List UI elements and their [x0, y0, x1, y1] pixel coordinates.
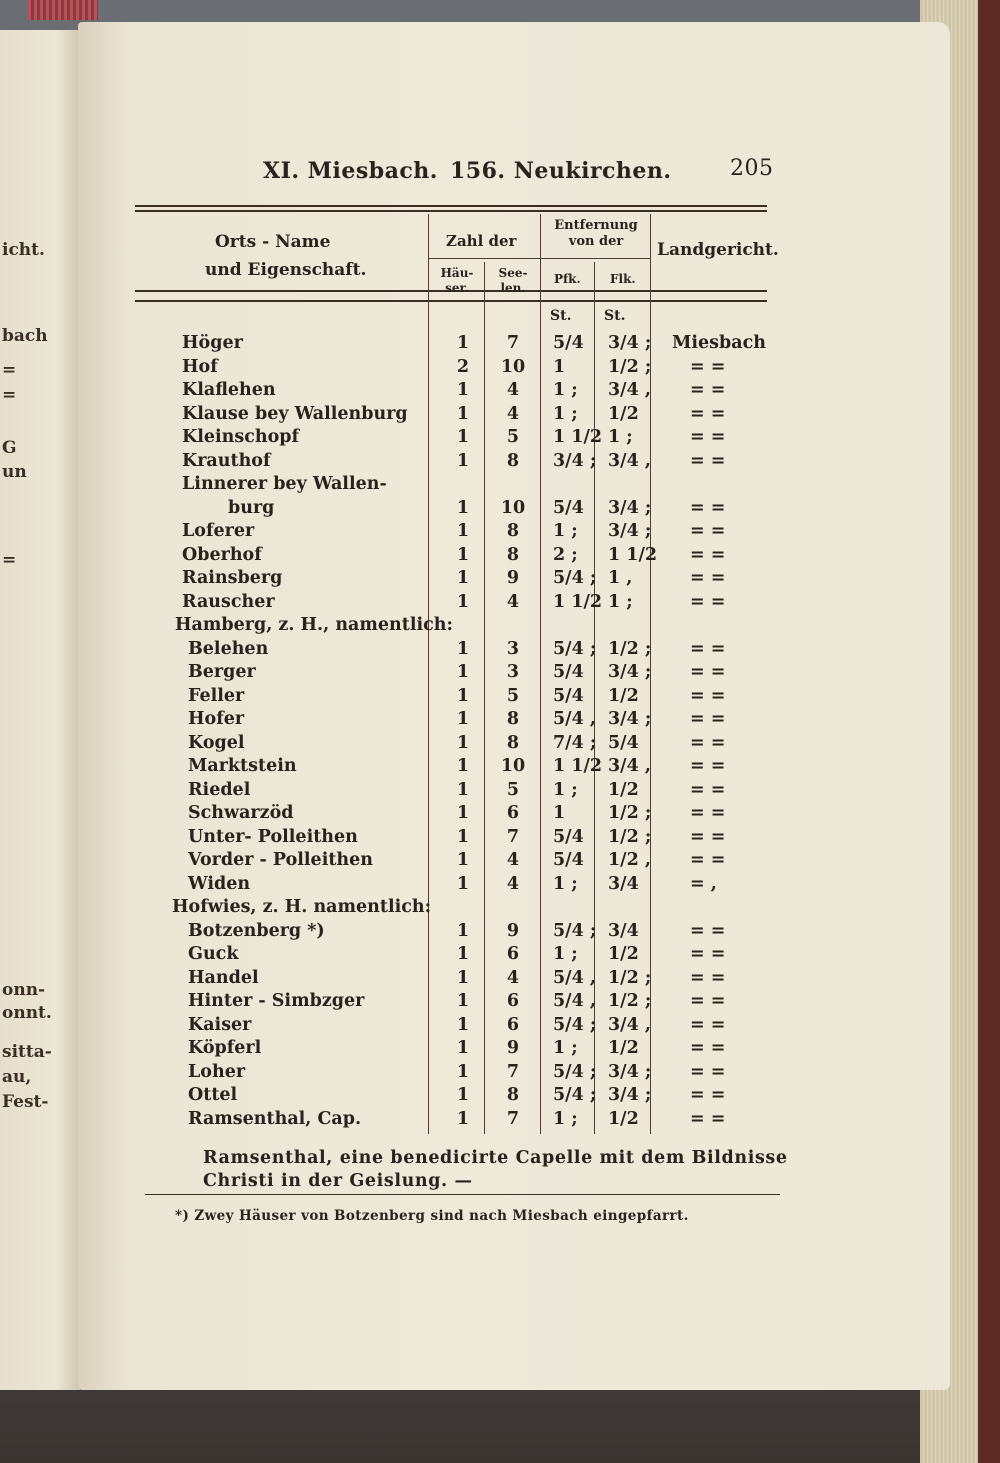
left-page-line: Fest-: [2, 1092, 49, 1112]
row-landgericht: = =: [690, 544, 726, 565]
row-dist-pfk: 1 ;: [553, 944, 578, 964]
table-row: [0, 850, 1000, 873]
row-landgericht: = =: [690, 1085, 726, 1105]
row-name: Hof: [182, 356, 218, 377]
col-haeuser: Häu-ser.: [440, 266, 474, 295]
left-page-line: icht.: [2, 240, 45, 260]
row-houses: 1: [456, 427, 470, 447]
row-landgericht: = =: [690, 1108, 726, 1129]
row-name: Klaflehen: [182, 380, 276, 400]
row-name: Kaiser: [188, 1014, 252, 1035]
row-dist-flk: 1/2 ;: [608, 356, 652, 377]
row-houses: 1: [456, 873, 470, 894]
table-row: [0, 1062, 1000, 1085]
row-landgericht: = =: [690, 944, 726, 964]
table-row: [0, 521, 1000, 544]
row-dist-flk: 3/4 ,: [608, 380, 651, 400]
table-row: [0, 639, 1000, 662]
table-row: [0, 827, 1000, 850]
row-name: Klause bey Wallenburg: [182, 403, 408, 424]
footnote: *) Zwey Häuser von Botzenberg sind nach Miesbach eingepfarrt.: [175, 1208, 689, 1224]
left-page-line: bach: [2, 326, 48, 346]
row-landgericht: = =: [690, 732, 726, 753]
left-page-line: onnt.: [2, 1003, 52, 1023]
row-dist-flk: 1 ;: [608, 591, 633, 612]
row-dist-flk: 1/2: [608, 944, 639, 964]
table-row: [0, 1015, 1000, 1038]
subhead-rule: [428, 258, 650, 259]
row-dist-flk: 1/2: [608, 1038, 639, 1058]
row-dist-flk: 3/4 ,: [608, 450, 651, 471]
row-name: Unter- Polleithen: [188, 826, 358, 847]
row-dist-pfk: 5/4 ;: [553, 638, 597, 659]
row-dist-pfk: 3/4 ;: [553, 450, 597, 471]
left-page-line: au,: [2, 1067, 32, 1087]
unit-flk: St.: [604, 308, 626, 324]
table-row: [0, 709, 1000, 732]
row-dist-pfk: 7/4 ;: [553, 732, 597, 753]
row-name: Hofwies, z. H. namentlich:: [172, 897, 432, 917]
row-dist-pfk: 1: [553, 803, 566, 823]
row-dist-pfk: 1 ;: [553, 1108, 578, 1129]
row-houses: 1: [456, 450, 470, 471]
row-houses: 1: [456, 991, 470, 1011]
row-souls: 7: [506, 1108, 520, 1129]
row-landgericht: = =: [690, 450, 726, 471]
row-landgericht: = =: [690, 826, 726, 847]
row-dist-flk: 3/4 ;: [608, 1085, 652, 1105]
row-name: Guck: [188, 944, 239, 964]
top-rule-2: [135, 210, 767, 212]
row-landgericht: = =: [690, 427, 726, 447]
note-line-1: Ramsenthal, eine benedicirte Capelle mit dem Bildnisse: [203, 1148, 788, 1168]
row-name: Kleinschopf: [182, 427, 300, 447]
table-row: [0, 662, 1000, 685]
row-landgericht: = =: [690, 662, 726, 682]
row-dist-flk: 1/2 ;: [608, 826, 652, 847]
col-zahl: Zahl der: [446, 232, 517, 250]
row-name: Botzenberg *): [188, 920, 325, 941]
row-landgericht: = ,: [690, 873, 717, 894]
table-row: [0, 615, 1000, 638]
row-dist-pfk: 1 ;: [553, 873, 578, 894]
row-dist-flk: 3/4 ;: [608, 521, 652, 541]
row-souls: 7: [506, 333, 520, 353]
row-dist-pfk: 5/4: [553, 685, 584, 706]
table-row: [0, 968, 1000, 991]
row-name: Loferer: [182, 521, 255, 541]
row-dist-flk: 1/2 ;: [608, 803, 652, 823]
row-name: Köpferl: [188, 1038, 262, 1058]
note-line-2: Christi in der Geislung. —: [203, 1171, 473, 1191]
row-dist-pfk: 5/4: [553, 850, 584, 870]
row-landgericht: = =: [690, 967, 726, 988]
row-souls: 4: [506, 380, 520, 400]
row-houses: 1: [456, 756, 470, 776]
col-landgericht: Landgericht.: [657, 240, 779, 260]
top-rule: [135, 205, 767, 207]
row-dist-flk: 1/2: [608, 403, 639, 424]
row-houses: 1: [456, 685, 470, 706]
col-seelen: See-len.: [498, 266, 528, 295]
row-houses: 1: [456, 568, 470, 588]
row-landgericht: = =: [690, 920, 726, 941]
row-landgericht: = =: [690, 850, 726, 870]
row-souls: 8: [506, 709, 520, 729]
row-dist-pfk: 5/4 ;: [553, 1061, 597, 1082]
col-entfernung: Entfernung von der: [554, 218, 638, 249]
row-dist-flk: 3/4 ;: [608, 709, 652, 729]
row-dist-pfk: 5/4: [553, 497, 584, 518]
row-souls: 4: [506, 403, 520, 424]
row-name: Vorder - Polleithen: [188, 850, 374, 870]
table-row: [0, 1038, 1000, 1061]
left-page-line: G: [2, 438, 17, 458]
row-houses: 1: [456, 779, 470, 800]
row-souls: 3: [506, 638, 520, 659]
row-dist-pfk: 5/4 ;: [553, 1014, 597, 1035]
left-page-line: =: [2, 385, 17, 405]
left-page-line: =: [2, 550, 17, 570]
row-name: Kogel: [188, 732, 245, 753]
row-dist-pfk: 5/4 ,: [553, 709, 596, 729]
row-dist-flk: 1/2: [608, 779, 639, 800]
row-houses: 1: [456, 850, 470, 870]
table-row: [0, 803, 1000, 826]
row-souls: 4: [506, 591, 520, 612]
row-dist-flk: 3/4 ,: [608, 1014, 651, 1035]
row-name: Ramsenthal, Cap.: [188, 1108, 362, 1129]
row-name: Ottel: [188, 1085, 238, 1105]
row-dist-pfk: 1 ;: [553, 1038, 578, 1058]
row-landgericht: = =: [690, 568, 726, 588]
row-dist-pfk: 1: [553, 356, 566, 377]
row-dist-flk: 1 ,: [608, 568, 633, 588]
col-name-line2: und Eigenschaft.: [205, 260, 367, 280]
row-souls: 3: [506, 662, 520, 682]
table-row: [0, 921, 1000, 944]
row-souls: 10: [500, 497, 526, 518]
row-houses: 1: [456, 709, 470, 729]
row-dist-flk: 1/2 ;: [608, 967, 652, 988]
table-row: [0, 991, 1000, 1014]
row-name: Riedel: [188, 779, 251, 800]
row-dist-flk: 1 ;: [608, 427, 633, 447]
row-landgericht: = =: [690, 521, 726, 541]
header-district: XI. Miesbach.: [263, 158, 438, 184]
row-houses: 1: [456, 803, 470, 823]
table-row: [0, 733, 1000, 756]
left-page-line: un: [2, 462, 27, 482]
row-landgericht: = =: [690, 991, 726, 1011]
row-name: Rainsberg: [182, 568, 283, 588]
row-dist-pfk: 5/4: [553, 826, 584, 847]
row-souls: 4: [506, 873, 520, 894]
row-houses: 1: [456, 497, 470, 518]
row-houses: 1: [456, 1108, 470, 1129]
row-name: Schwarzöd: [188, 803, 294, 823]
table-row: [0, 333, 1000, 356]
row-dist-pfk: 1 ;: [553, 779, 578, 800]
table-row: [0, 780, 1000, 803]
row-houses: 1: [456, 1038, 470, 1058]
row-landgericht: = =: [690, 591, 726, 612]
col-name-line1: Orts - Name: [215, 232, 331, 252]
row-houses: 1: [456, 944, 470, 964]
table-row: [0, 686, 1000, 709]
row-dist-pfk: 5/4 ,: [553, 967, 596, 988]
row-dist-pfk: 1 ;: [553, 521, 578, 541]
row-dist-flk: 3/4: [608, 873, 639, 894]
row-landgericht: = =: [690, 356, 726, 377]
row-dist-pfk: 1 1/2: [553, 756, 603, 776]
row-houses: 1: [456, 403, 470, 424]
row-name: Oberhof: [182, 544, 262, 565]
table-row: [0, 545, 1000, 568]
table-row: [0, 592, 1000, 615]
row-landgericht: = =: [690, 1061, 726, 1082]
row-houses: 1: [456, 826, 470, 847]
row-souls: 6: [506, 1014, 520, 1035]
row-houses: 1: [456, 967, 470, 988]
row-name: burg: [228, 497, 275, 518]
table-row: [0, 380, 1000, 403]
row-landgericht: = =: [690, 1014, 726, 1035]
row-landgericht: = =: [690, 685, 726, 706]
table-row: [0, 897, 1000, 920]
row-dist-flk: 1/2 ;: [608, 991, 652, 1011]
table-row: [0, 357, 1000, 380]
col-pfk: Pfk.: [554, 272, 581, 286]
row-dist-pfk: 5/4 ;: [553, 1085, 597, 1105]
row-landgericht: = =: [690, 803, 726, 823]
row-dist-flk: 3/4 ;: [608, 662, 652, 682]
row-houses: 1: [456, 920, 470, 941]
row-landgericht: = =: [690, 779, 726, 800]
row-dist-flk: 3/4: [608, 920, 639, 941]
row-houses: 1: [456, 333, 470, 353]
row-dist-flk: 1/2 ,: [608, 850, 651, 870]
row-dist-pfk: 1 1/2: [553, 427, 603, 447]
row-name: Feller: [188, 685, 245, 706]
row-name: Marktstein: [188, 756, 297, 776]
page-number: 205: [730, 156, 774, 181]
row-souls: 8: [506, 1085, 520, 1105]
row-houses: 1: [456, 732, 470, 753]
table-row: [0, 756, 1000, 779]
row-houses: 1: [456, 544, 470, 565]
table-row: [0, 1085, 1000, 1108]
row-dist-pfk: 1 ;: [553, 403, 578, 424]
row-dist-flk: 3/4 ;: [608, 333, 652, 353]
row-dist-flk: 1 1/2: [608, 544, 658, 565]
row-name: Linnerer bey Wallen-: [182, 474, 387, 494]
left-page-line: onn-: [2, 980, 46, 1000]
table-row: [0, 498, 1000, 521]
row-name: Widen: [188, 873, 251, 894]
row-name: Hinter - Simbzger: [188, 991, 365, 1011]
row-dist-flk: 1/2: [608, 1108, 639, 1129]
row-souls: 5: [506, 779, 520, 800]
row-name: Rauscher: [182, 591, 275, 612]
row-souls: 5: [506, 685, 520, 706]
row-houses: 1: [456, 521, 470, 541]
row-dist-pfk: 2 ;: [553, 544, 578, 565]
unit-pfk: St.: [550, 308, 572, 324]
row-houses: 1: [456, 591, 470, 612]
row-landgericht: Miesbach: [672, 333, 766, 353]
row-souls: 4: [506, 967, 520, 988]
row-name: Hofer: [188, 709, 245, 729]
row-dist-flk: 1/2 ;: [608, 638, 652, 659]
left-page-line: =: [2, 360, 17, 380]
row-landgericht: = =: [690, 497, 726, 518]
row-souls: 8: [506, 544, 520, 565]
row-souls: 10: [500, 756, 526, 776]
row-souls: 6: [506, 944, 520, 964]
row-dist-pfk: 1 ;: [553, 380, 578, 400]
row-houses: 1: [456, 380, 470, 400]
row-souls: 9: [506, 568, 520, 588]
row-houses: 1: [456, 1085, 470, 1105]
row-souls: 4: [506, 850, 520, 870]
row-dist-flk: 3/4 ,: [608, 756, 651, 776]
row-dist-flk: 3/4 ;: [608, 1061, 652, 1082]
row-dist-flk: 5/4: [608, 732, 639, 753]
header-rule-2: [135, 300, 767, 302]
header-parish: 156. Neukirchen.: [450, 158, 672, 184]
footnote-rule: [145, 1194, 780, 1195]
table-row: [0, 404, 1000, 427]
row-souls: 8: [506, 732, 520, 753]
row-souls: 8: [506, 450, 520, 471]
table-row: [0, 474, 1000, 497]
row-houses: 2: [456, 356, 470, 377]
row-souls: 8: [506, 521, 520, 541]
row-souls: 9: [506, 1038, 520, 1058]
row-name: Höger: [182, 333, 243, 353]
row-name: Loher: [188, 1061, 246, 1082]
row-landgericht: = =: [690, 1038, 726, 1058]
row-dist-flk: 1/2: [608, 685, 639, 706]
row-houses: 1: [456, 638, 470, 659]
table-row: [0, 427, 1000, 450]
table-row: [0, 568, 1000, 591]
table-row: [0, 944, 1000, 967]
row-dist-pfk: 5/4: [553, 333, 584, 353]
col-flk: Flk.: [610, 272, 636, 286]
row-landgericht: = =: [690, 380, 726, 400]
row-name: Handel: [188, 967, 259, 988]
row-souls: 5: [506, 427, 520, 447]
row-name: Krauthof: [182, 450, 271, 471]
row-dist-pfk: 5/4: [553, 662, 584, 682]
row-name: Belehen: [188, 638, 269, 659]
row-souls: 7: [506, 1061, 520, 1082]
table-row: [0, 1109, 1000, 1132]
row-souls: 10: [500, 356, 526, 377]
row-dist-pfk: 1 1/2: [553, 591, 603, 612]
row-souls: 6: [506, 803, 520, 823]
row-houses: 1: [456, 1014, 470, 1035]
left-page-line: sitta-: [2, 1042, 52, 1062]
row-souls: 6: [506, 991, 520, 1011]
row-name: Hamberg, z. H., namentlich:: [175, 615, 453, 635]
row-dist-flk: 3/4 ;: [608, 497, 652, 518]
row-landgericht: = =: [690, 756, 726, 776]
row-dist-pfk: 5/4 ;: [553, 920, 597, 941]
row-landgericht: = =: [690, 403, 726, 424]
row-souls: 9: [506, 920, 520, 941]
row-dist-pfk: 5/4 ;: [553, 568, 597, 588]
table-row: [0, 451, 1000, 474]
row-souls: 7: [506, 826, 520, 847]
row-houses: 1: [456, 1061, 470, 1082]
row-dist-pfk: 5/4 ,: [553, 991, 596, 1011]
row-houses: 1: [456, 662, 470, 682]
table-row: [0, 874, 1000, 897]
row-landgericht: = =: [690, 638, 726, 659]
row-landgericht: = =: [690, 709, 726, 729]
row-name: Berger: [188, 662, 256, 682]
